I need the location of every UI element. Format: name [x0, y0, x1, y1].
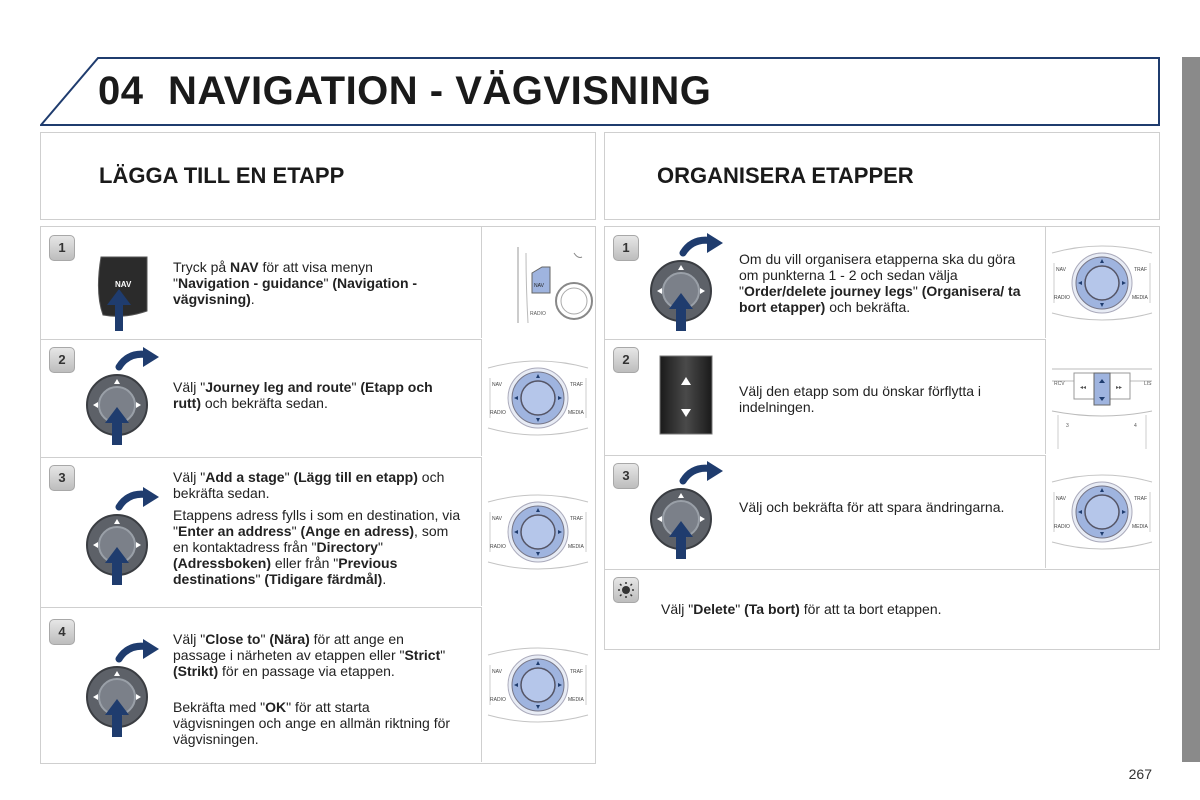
right-step-3: [605, 455, 1159, 570]
step-number-badge: 2: [613, 347, 639, 373]
thumb-label: NAV: [492, 669, 502, 675]
thumb-label: TRAF: [1134, 496, 1148, 502]
right-steps-panel: [604, 226, 1160, 650]
console-thumbnail: [481, 339, 595, 456]
page-number: 267: [1128, 766, 1152, 782]
step-text: Välj "Close to" (Nära) för att ange en passage i närheten av etappen eller "Strict" (Strikt) för en passage via etappen.: [173, 631, 446, 679]
thumb-label: NAV: [1056, 496, 1066, 502]
step-text: Etappens adress fylls i som en destination, via "Enter an address" (Ange en adress), som en kontaktadress från "Directory" (Adressboken) eller från "Previous destinations" (Tidigare färdmål).: [173, 507, 461, 587]
step-text: Om du vill organisera etapperna ska du göra om punkterna 1 - 2 och sedan välja "Order/delete journey legs" (Organisera/ ta bort etapper) och bekräfta.: [739, 251, 1021, 315]
step-text: Välj och bekräfta för att spara ändringarna.: [739, 499, 1005, 515]
step-text: Välj den etapp som du önskar förflytta i indelningen.: [739, 383, 982, 415]
page-title: NAVIGATION - VÄGVISNING: [168, 69, 712, 113]
rotary-knob-press-icon: [85, 347, 165, 452]
step-text: Välj "Journey leg and route" (Etapp och rutt) och bekräfta sedan.: [173, 379, 433, 411]
step-number-badge: 3: [613, 463, 639, 489]
thumb-label: LIS: [1144, 381, 1152, 387]
thumb-label: RADIO: [1054, 295, 1070, 301]
left-heading-box: [40, 132, 596, 220]
step-number-badge: 1: [613, 235, 639, 261]
left-step-3: [41, 457, 595, 608]
thumb-label: MEDIA: [568, 410, 584, 416]
tip-text: Välj "Delete" (Ta bort) för att ta bort etappen.: [661, 601, 942, 617]
thumb-label: TRAF: [570, 382, 584, 388]
left-step-4: [41, 607, 595, 762]
thumb-label: MEDIA: [568, 544, 584, 550]
right-step-1: [605, 227, 1159, 340]
svg-text:▸▸: ▸▸: [1116, 385, 1123, 391]
left-step-2: [41, 339, 595, 458]
thumb-label: TRAF: [570, 669, 584, 675]
console-seek-illustration: [1046, 339, 1158, 453]
tip-badge: [613, 577, 639, 603]
left-step-1: [41, 227, 595, 340]
thumb-label: TRAF: [1134, 267, 1148, 273]
thumb-label: RADIO: [530, 311, 546, 317]
console-thumbnail: [1045, 339, 1159, 454]
right-section-heading: ORGANISERA ETAPPER: [657, 163, 914, 188]
thumb-label: MEDIA: [568, 697, 584, 703]
rotary-knob-press-icon: [649, 233, 729, 338]
thumb-label: NAV: [1056, 267, 1066, 273]
thumb-label: 4: [1134, 423, 1137, 429]
console-thumbnail: [481, 457, 595, 606]
right-step-2: [605, 339, 1159, 456]
thumb-label: NAV: [492, 382, 502, 388]
chapter-tab-strip: [1182, 57, 1200, 762]
tip-row: [605, 569, 1159, 648]
rotary-knob-press-icon: [85, 487, 165, 592]
svg-text:◂◂: ◂◂: [1080, 385, 1087, 391]
console-thumbnail: [1045, 455, 1159, 568]
console-nav-illustration: [482, 227, 594, 337]
thumb-label: MEDIA: [1132, 295, 1148, 301]
thumb-label: NAV: [492, 516, 502, 522]
thumb-label: RADIO: [490, 544, 506, 550]
thumb-label: RCV: [1054, 381, 1065, 387]
left-steps-panel: [40, 226, 596, 764]
thumb-label: RADIO: [490, 410, 506, 416]
console-thumbnail: [1045, 227, 1159, 338]
step-number-badge: 1: [49, 235, 75, 261]
thumb-label: 3: [1066, 423, 1069, 429]
step-number-badge: 4: [49, 619, 75, 645]
rotary-knob-press-icon: [649, 461, 729, 566]
lightbulb-icon: [614, 578, 638, 602]
console-thumbnail: [481, 227, 595, 338]
thumb-label: RADIO: [490, 697, 506, 703]
step-number-badge: 3: [49, 465, 75, 491]
nav-button-label: NAV: [115, 280, 132, 289]
thumb-label: TRAF: [570, 516, 584, 522]
right-heading-box: [604, 132, 1160, 220]
step-number-badge: 2: [49, 347, 75, 373]
thumb-label: NAV: [534, 283, 544, 289]
console-thumbnail: [481, 607, 595, 762]
rotary-knob-press-icon: [85, 639, 165, 744]
scroll-up-down-button-icon: [659, 355, 713, 435]
page-header: [40, 57, 1160, 126]
thumb-label: RADIO: [1054, 524, 1070, 530]
step-text: Välj "Add a stage" (Lägg till en etapp) och bekräfta sedan.: [173, 469, 445, 501]
chapter-number: 04: [98, 69, 144, 113]
step-text: Tryck på NAV för att visa menyn "Navigation - guidance" (Navigation - vägvisning).: [173, 259, 418, 307]
nav-button-icon: [89, 253, 159, 333]
thumb-label: MEDIA: [1132, 524, 1148, 530]
step-text: Bekräfta med "OK" för att starta vägvisningen och ange en allmän riktning för vägvisningen.: [173, 699, 451, 747]
left-section-heading: LÄGGA TILL EN ETAPP: [99, 163, 345, 188]
